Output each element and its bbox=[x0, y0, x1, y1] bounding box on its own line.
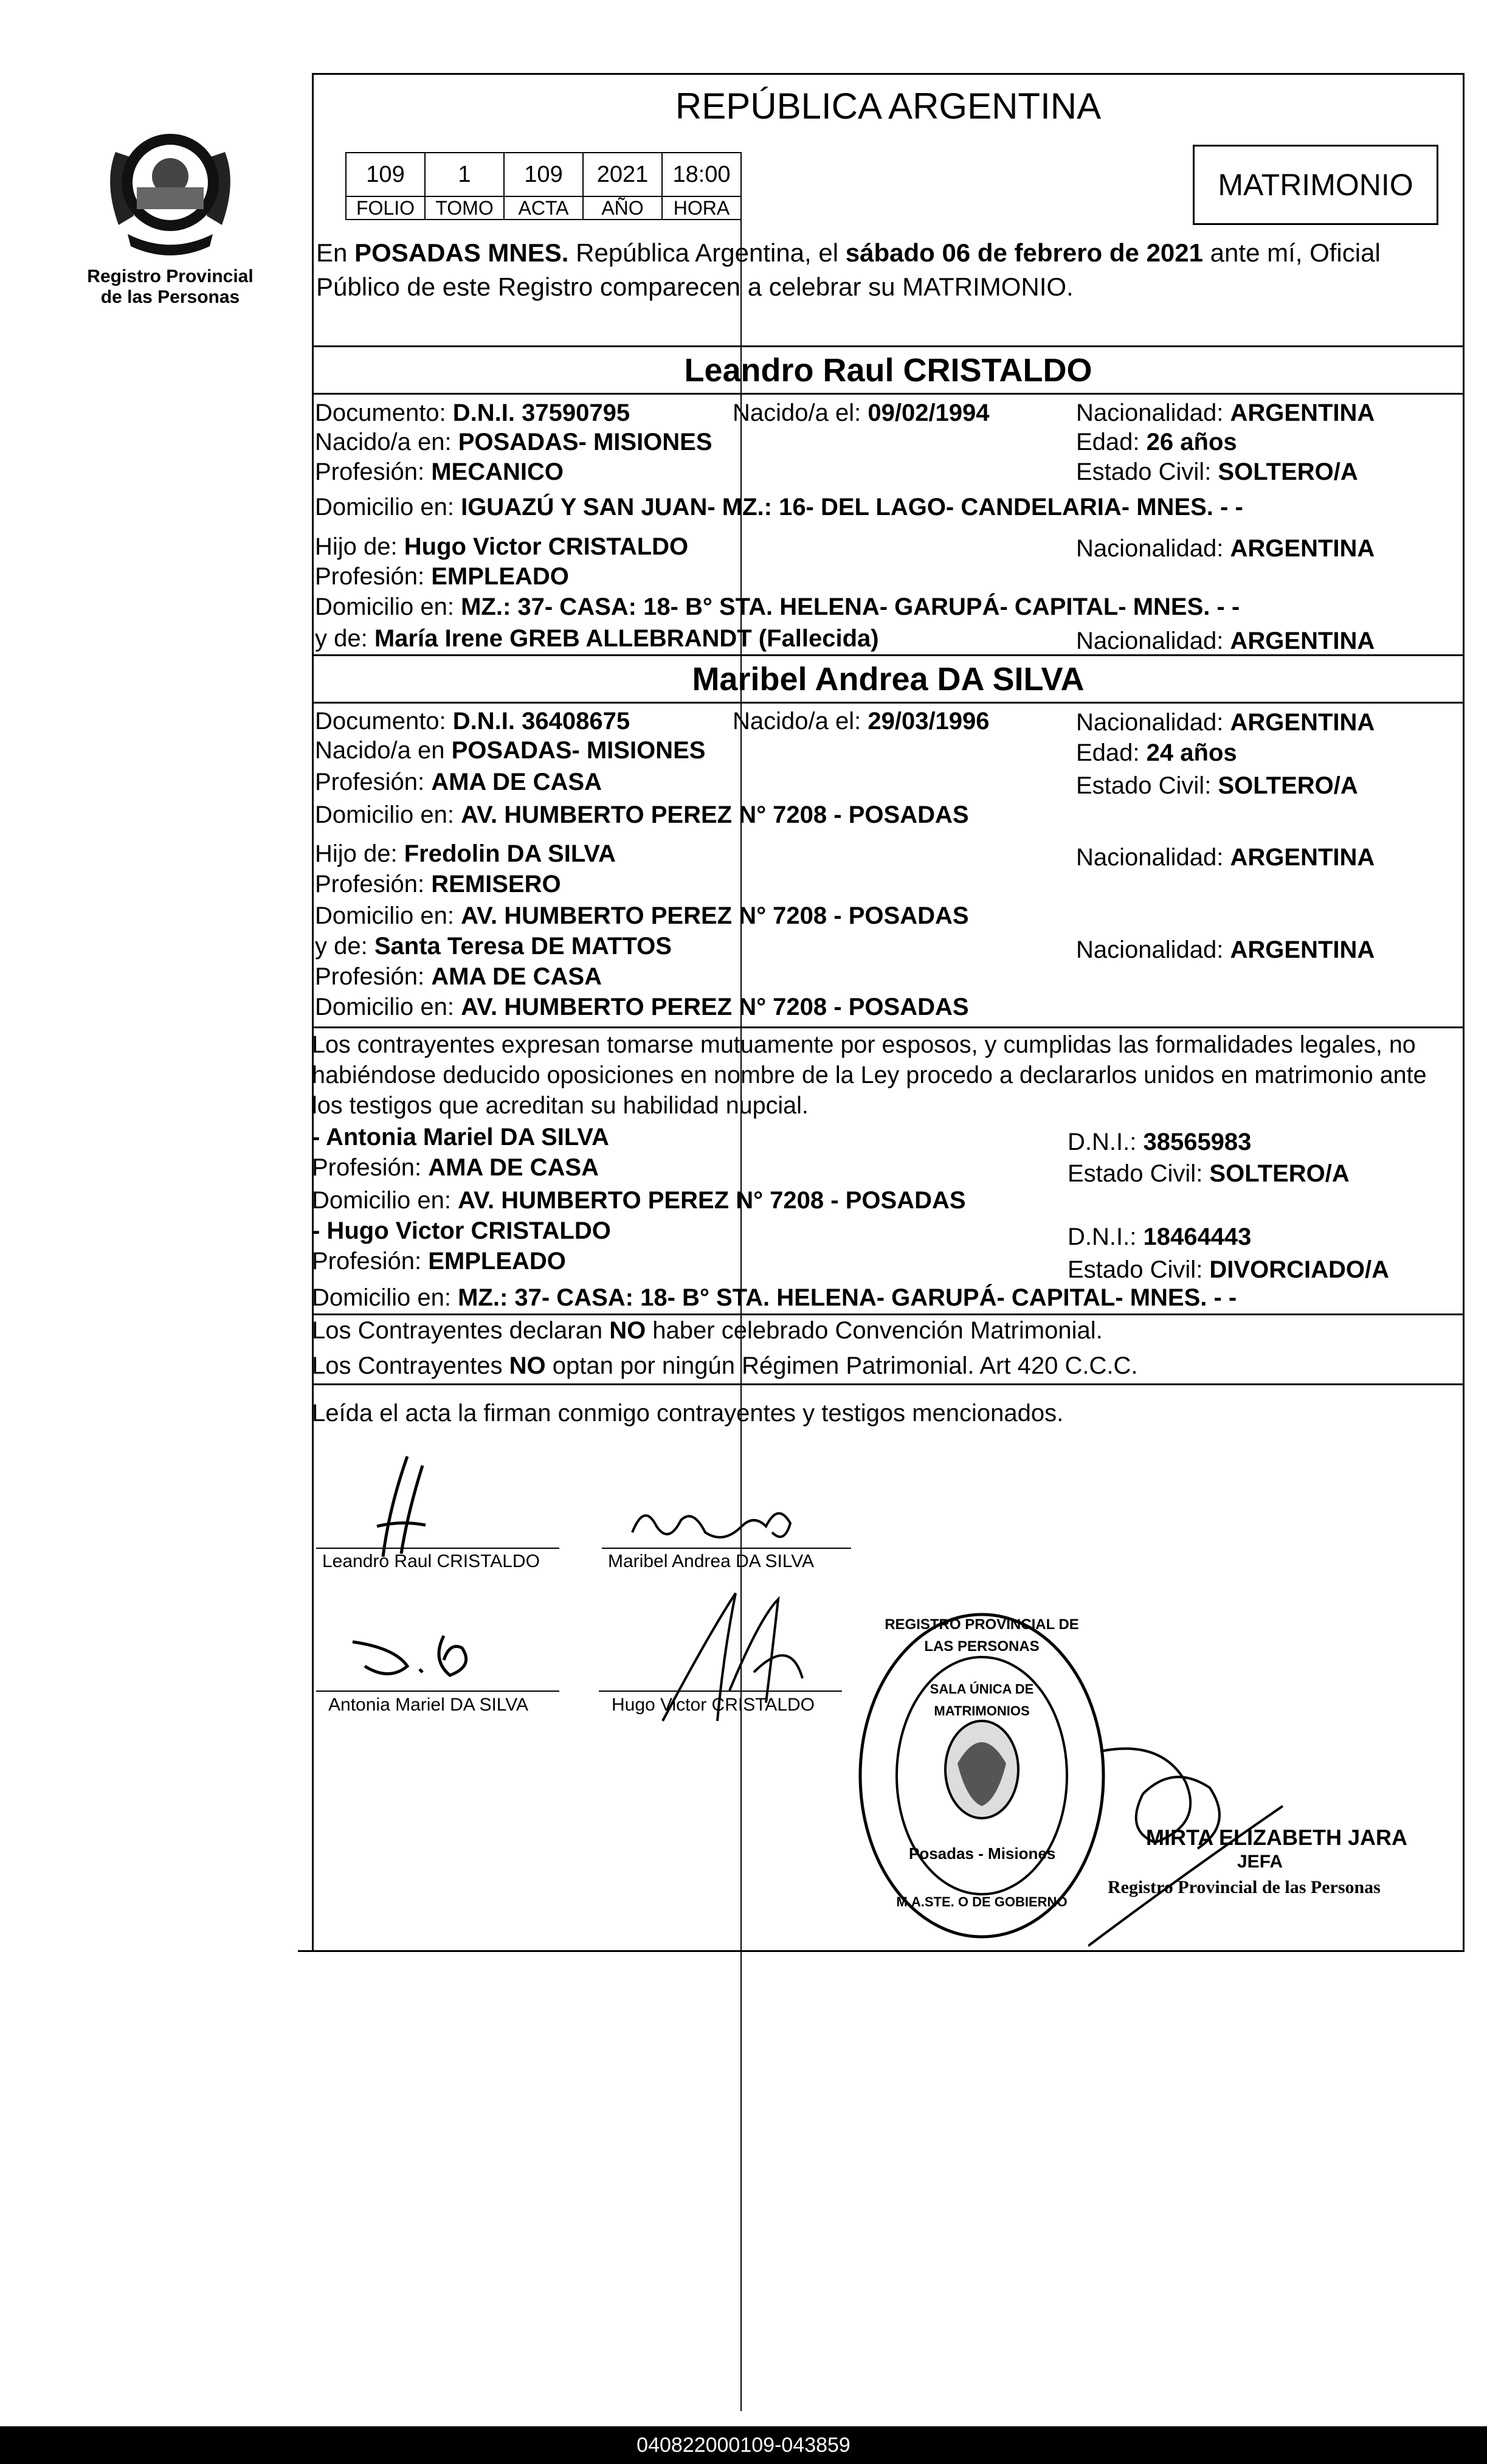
record-acta-value: 109 bbox=[503, 152, 584, 197]
signature-line-1 bbox=[316, 1548, 559, 1549]
spouse2-civil-status: Estado Civil: SOLTERO/A bbox=[1076, 772, 1358, 799]
spouse2-age: Edad: 24 años bbox=[1076, 739, 1237, 766]
record-tomo-label: TOMO bbox=[424, 196, 505, 220]
divider-closing bbox=[312, 1383, 1465, 1385]
spouse1-birthdate: Nacido/a el: 09/02/1994 bbox=[733, 400, 990, 426]
intro-line-2: Público de este Registro comparecen a celebrar su MATRIMONIO. bbox=[316, 272, 1074, 301]
signature-label-hugo: Hugo Victor CRISTALDO bbox=[612, 1695, 815, 1715]
spouse1-father-address: Domicilio en: MZ.: 37- CASA: 18- B° STA. HELENA- GARUPÁ- CAPITAL- MNES. - - bbox=[315, 594, 1240, 620]
record-hora-value: 18:00 bbox=[661, 152, 742, 197]
stamp-bottom-text: Posadas - Misiones bbox=[909, 1844, 1056, 1863]
spouse2-nationality: Nacionalidad: ARGENTINA bbox=[1076, 709, 1375, 736]
spouse1-father: Hijo de: Hugo Victor CRISTALDO bbox=[315, 533, 689, 560]
intro-text-2: República Argentina, el bbox=[568, 238, 846, 267]
spouse1-age: Edad: 26 años bbox=[1076, 429, 1237, 455]
spouse1-name: Leandro Raul CRISTALDO bbox=[684, 352, 1092, 389]
stamp-inner-text: SALA ÚNICA DE MATRIMONIOS bbox=[930, 1681, 1034, 1718]
official-stamp bbox=[851, 1605, 1113, 1946]
declaration-line-1: Los contrayentes expresan tomarse mutuamente por esposos, y cumplidas las formalidades legales, no bbox=[312, 1031, 1416, 1058]
witness1-address: Domicilio en: AV. HUMBERTO PEREZ N° 7208 - POSADAS bbox=[312, 1187, 966, 1214]
official-office: Registro Provincial de las Personas bbox=[1108, 1877, 1381, 1897]
intro-text-3: ante mí, Oficial bbox=[1203, 238, 1381, 267]
official-name: MIRTA ELIZABETH JARA bbox=[1146, 1825, 1407, 1850]
frame-top bbox=[312, 73, 1465, 75]
stamp-outer-text: REGISTRO PROVINCIAL DE LAS PERSONAS bbox=[885, 1616, 1079, 1655]
signature-label-leandro: Leandro Raul CRISTALDO bbox=[322, 1551, 540, 1571]
witness2-dni: D.N.I.: 18464443 bbox=[1068, 1223, 1252, 1250]
province-seal-logo bbox=[91, 109, 249, 255]
act-type-box: MATRIMONIO bbox=[1193, 145, 1438, 225]
spouse1-mother: y de: María Irene GREB ALLEBRANDT (Fallecida) bbox=[315, 625, 879, 652]
spouse1-profession: Profesión: MECANICO bbox=[315, 459, 564, 485]
intro-text-1: En bbox=[316, 238, 355, 267]
record-acta-label: ACTA bbox=[503, 196, 584, 220]
intro-line-1 bbox=[316, 238, 1381, 268]
spouse2-father-address: Domicilio en: AV. HUMBERTO PEREZ N° 7208 - POSADAS bbox=[315, 902, 969, 929]
spouse1-document: Documento: D.N.I. 37590795 bbox=[315, 400, 630, 426]
spouse2-mother-address: Domicilio en: AV. HUMBERTO PEREZ N° 7208 - POSADAS bbox=[315, 994, 969, 1020]
registry-name-line1: Registro Provincial bbox=[87, 266, 254, 286]
closing-statement: Leída el acta la firman conmigo contrayentes y testigos mencionados. bbox=[312, 1400, 1064, 1427]
spouse2-father: Hijo de: Fredolin DA SILVA bbox=[315, 840, 616, 867]
spouse1-birthplace: Nacido/a en: POSADAS- MISIONES bbox=[315, 429, 712, 455]
witness1-civil-status: Estado Civil: SOLTERO/A bbox=[1068, 1160, 1350, 1187]
divider-spouse2 bbox=[312, 654, 1465, 656]
intro-date: sábado 06 de febrero de 2021 bbox=[845, 238, 1204, 267]
witness2-civil-status: Estado Civil: DIVORCIADO/A bbox=[1068, 1256, 1389, 1283]
spouse2-birthdate: Nacido/a el: 29/03/1996 bbox=[733, 708, 990, 735]
spouse1-civil-status: Estado Civil: SOLTERO/A bbox=[1076, 459, 1358, 485]
stamp-ministry-text: M.A.STE. O DE GOBIERNO bbox=[896, 1894, 1068, 1909]
record-ano-label: AÑO bbox=[582, 196, 663, 220]
witness2-name: - Hugo Victor CRISTALDO bbox=[312, 1217, 611, 1244]
spouse2-father-profession: Profesión: REMISERO bbox=[315, 871, 561, 898]
spouse1-nationality: Nacionalidad: ARGENTINA bbox=[1076, 400, 1375, 426]
signature-line-4 bbox=[599, 1691, 842, 1692]
divider-spouse1-name bbox=[312, 393, 1465, 395]
spouse1-father-profession: Profesión: EMPLEADO bbox=[315, 563, 569, 590]
spouse2-father-nationality: Nacionalidad: ARGENTINA bbox=[1076, 844, 1375, 871]
spouse1-father-nationality: Nacionalidad: ARGENTINA bbox=[1076, 535, 1375, 562]
spouse2-profession: Profesión: AMA DE CASA bbox=[315, 769, 602, 795]
spouse2-name: Maribel Andrea DA SILVA bbox=[692, 661, 1085, 697]
signature-maribel bbox=[620, 1490, 802, 1557]
declaration-line-3: los testigos que acreditan su habilidad nupcial. bbox=[312, 1092, 809, 1119]
spouse2-address: Domicilio en: AV. HUMBERTO PEREZ N° 7208 - POSADAS bbox=[315, 801, 969, 828]
witness2-address: Domicilio en: MZ.: 37- CASA: 18- B° STA. HELENA- GARUPÁ- CAPITAL- MNES. - - bbox=[312, 1284, 1237, 1311]
spouse2-mother-profession: Profesión: AMA DE CASA bbox=[315, 963, 602, 990]
signature-label-antonia: Antonia Mariel DA SILVA bbox=[328, 1695, 529, 1715]
signature-antonia bbox=[340, 1624, 486, 1691]
witness2-profession: Profesión: EMPLEADO bbox=[312, 1248, 566, 1275]
spouse2-mother: y de: Santa Teresa DE MATTOS bbox=[315, 933, 672, 960]
record-tomo-value: 1 bbox=[424, 152, 505, 197]
record-folio-label: FOLIO bbox=[345, 196, 426, 220]
regime-line-2: Los Contrayentes NO optan por ningún Régimen Patrimonial. Art 420 C.C.C. bbox=[312, 1352, 1138, 1379]
divider-spouse2-name bbox=[312, 702, 1465, 704]
divider-declaration bbox=[312, 1026, 1465, 1028]
witness1-name: - Antonia Mariel DA SILVA bbox=[312, 1124, 609, 1151]
intro-place: POSADAS MNES. bbox=[354, 238, 569, 267]
spouse1-address: Domicilio en: IGUAZÚ Y SAN JUAN- MZ.: 16- DEL LAGO- CANDELARIA- MNES. - - bbox=[315, 494, 1243, 521]
spouse1-mother-nationality: Nacionalidad: ARGENTINA bbox=[1076, 628, 1375, 654]
record-hora-label: HORA bbox=[661, 196, 742, 220]
signature-label-maribel: Maribel Andrea DA SILVA bbox=[608, 1551, 815, 1571]
regime-line-1: Los Contrayentes declaran NO haber celebrado Convención Matrimonial. bbox=[312, 1317, 1103, 1344]
record-folio-value: 109 bbox=[345, 152, 426, 197]
scan-vertical-line bbox=[740, 152, 742, 2411]
spouse2-mother-nationality: Nacionalidad: ARGENTINA bbox=[1076, 936, 1375, 963]
spouse2-birthplace: Nacido/a en POSADAS- MISIONES bbox=[315, 737, 706, 764]
declaration-line-2: habiéndose deducido oposiciones en nombre de la Ley procedo a declararlos unidos en matrimonio ante bbox=[312, 1062, 1427, 1088]
signature-line-3 bbox=[316, 1691, 559, 1692]
registry-name-line2: de las Personas bbox=[100, 287, 240, 307]
signature-line-2 bbox=[602, 1548, 851, 1549]
official-role: JEFA bbox=[1237, 1852, 1283, 1872]
witness1-profession: Profesión: AMA DE CASA bbox=[312, 1154, 599, 1181]
spouse2-document: Documento: D.N.I. 36408675 bbox=[315, 708, 630, 735]
footer-code: 040822000109-043859 bbox=[637, 2434, 850, 2457]
country-title: REPÚBLICA ARGENTINA bbox=[675, 86, 1102, 126]
witness1-dni: D.N.I.: 38565983 bbox=[1068, 1129, 1252, 1155]
divider-regime bbox=[312, 1313, 1465, 1315]
signature-leandro bbox=[365, 1453, 444, 1563]
record-ano-value: 2021 bbox=[582, 152, 663, 197]
divider-intro bbox=[312, 345, 1465, 347]
